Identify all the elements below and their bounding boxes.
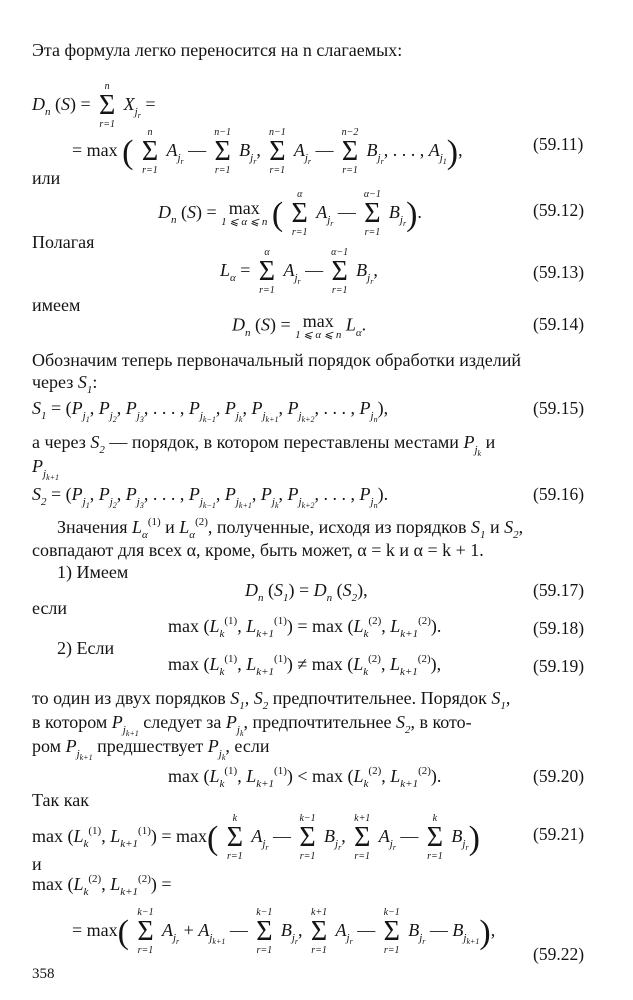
eqno-59-22: (59.22) — [533, 944, 585, 964]
eqno-59-17: (59.17) — [533, 580, 585, 600]
equation-59-22: = max( k−1 Σ r=1 $A_{j_r} + A_{j_{k+1}}$ — k−1 Σ r=1 $B_{j_r}$, k+1 Σ r=1 $A_{j_r}$ — k−1 Σ r=1 $B_{j_r}$ — $B_{j_{k+1}}$), — [72, 906, 496, 956]
equation-59-12: $D_n$ (S) = max 1 ⩽ α ⩽ n ( α Σ r=1 $A_{j_r}$ — α−1 Σ r=1 $B_{j_r}$). — [158, 188, 422, 238]
eqno-59-12: (59.12) — [533, 200, 585, 220]
eqno-59-18: (59.18) — [533, 618, 585, 638]
eqno-59-21: (59.21) — [533, 824, 585, 844]
eqno-59-20: (59.20) — [533, 766, 585, 786]
equation-dns-sum: $D_n$ (S) = n Σ r=1 $X_{j_r}$ = — [32, 81, 156, 130]
tak-kak-text: Так как — [32, 790, 89, 810]
equation-59-13: $L_\alpha$ = α Σ r=1 $A_{j_r}$ — α−1 Σ r=1 $B_{j_r}$, — [220, 247, 378, 296]
cherez-text: через — [32, 372, 74, 392]
oboznachim-line1: Обозначим теперь первоначальный порядок обработки изделий — [32, 350, 522, 370]
v-kotorom-line: в котором $P_{j_{k+1}}$ следует за $P_{j_k}$, предпочтительнее $S_2$, в кото- — [32, 712, 472, 738]
equation-59-19: $\max (L_k^{(1)}$, $L_{k+1}^{(1)}) \ne \max (L_k^{(2)}$, $L_{k+1}^{(2)}$), — [168, 653, 442, 678]
sovpadayut-text: совпадают для всех α, кроме, быть может, α = k и α = k + 1. — [32, 540, 484, 560]
item1-text: 1) Имеем — [57, 562, 129, 582]
eqno-59-16: (59.16) — [533, 484, 585, 504]
rom-line: ром $P_{j_{k+1}}$ предшествует $P_{j_k}$, если — [32, 736, 270, 762]
eqno-59-19: (59.19) — [533, 656, 585, 676]
equation-59-14: $D_n$ (S) = max 1 ⩽ α ⩽ n $L_\alpha$. — [232, 311, 367, 341]
polagaya-text: Полагая — [32, 232, 95, 252]
p-jk1: $P_{j_{k+1}}$ — [32, 456, 60, 482]
equation-59-18: $\max (L_k^{(1)}$, $L_{k+1}^{(1)}) = \max (L_k^{(2)}$, $L_{k+1}^{(2)}$). — [168, 615, 442, 640]
a-cherez-line: а через $S_2$ — порядок, в котором переставлены местами $P_{j_k}$ и — [32, 432, 496, 458]
ili-text: или — [32, 168, 61, 188]
imeem-text: имеем — [32, 295, 81, 315]
equation-59-17: $D_n$ $(S_1) = D_n$ $(S_2)$, — [245, 580, 368, 604]
page-number: 358 — [32, 966, 55, 982]
equation-59-21: $\max (L_k^{(1)}$, $L_{k+1}^{(1)}) = \max$( k Σ r=1 $A_{j_r}$ — k−1 Σ r=1 $B_{j_r}$, k+1 Σ r=1 $A_{j_r}$ — k Σ r=1 $B_{j_r}$) — [32, 812, 480, 862]
to-odin-line: то один из двух порядков $S_1$, $S_2$ предпочтительнее. Порядок $S_1$, — [32, 688, 511, 712]
oboznachim-line2: через $S_1$: — [32, 372, 98, 396]
esli-text: если — [32, 598, 68, 618]
eqno-59-13: (59.13) — [533, 262, 585, 282]
eqno-59-11: (59.11) — [533, 134, 584, 154]
equation-59-16: $S_2 = (P_{j_1}$, $P_{j_2}$, $P_{j_3}$, . . . , $P_{j_{k-1}}$, $P_{j_{k+1}}$, $P_{j_k}$, $P_{j_{k+2}}$, . . . , $P_{j_n}$). — [32, 484, 389, 510]
eqno-59-14: (59.14) — [533, 314, 585, 334]
equation-59-20: $\max (L_k^{(1)}$, $L_{k+1}^{(1)}) < \max (L_k^{(2)}$, $L_{k+1}^{(2)}$). — [168, 765, 442, 790]
equation-59-11: = max ( n Σ r=1 $A_{j_r}$ — n−1 Σ r=1 $B_{j_r}$, n−1 Σ r=1 $A_{j_r}$ — n−2 Σ r=1 $B_{j_r}$, . . . , $A_{j_1}$), — [72, 126, 463, 176]
equation-59-22-part1: $\max (L_k^{(2)}$, $L_{k+1}^{(2)}$) = — [32, 873, 172, 898]
eqno-59-15: (59.15) — [533, 398, 585, 418]
item2-text: 2) Если — [57, 638, 115, 658]
intro-text: Эта формула легко переносится на n слагаемых: — [32, 40, 403, 60]
equation-59-15: $S_1 = (P_{j_1}$, $P_{j_2}$, $P_{j_3}$, . . . , $P_{j_{k-1}}$, $P_{j_k}$, $P_{j_{k+1}}$, $P_{j_{k+2}}$, . . . , $P_{j_n}$), — [32, 398, 389, 424]
i-text: и — [32, 854, 42, 874]
znacheniya-line: Значения $L_\alpha^{(1)}$ и $L_\alpha^{(2)}$, полученные, исходя из порядков $S_1$ и $S_2$, — [57, 516, 524, 541]
